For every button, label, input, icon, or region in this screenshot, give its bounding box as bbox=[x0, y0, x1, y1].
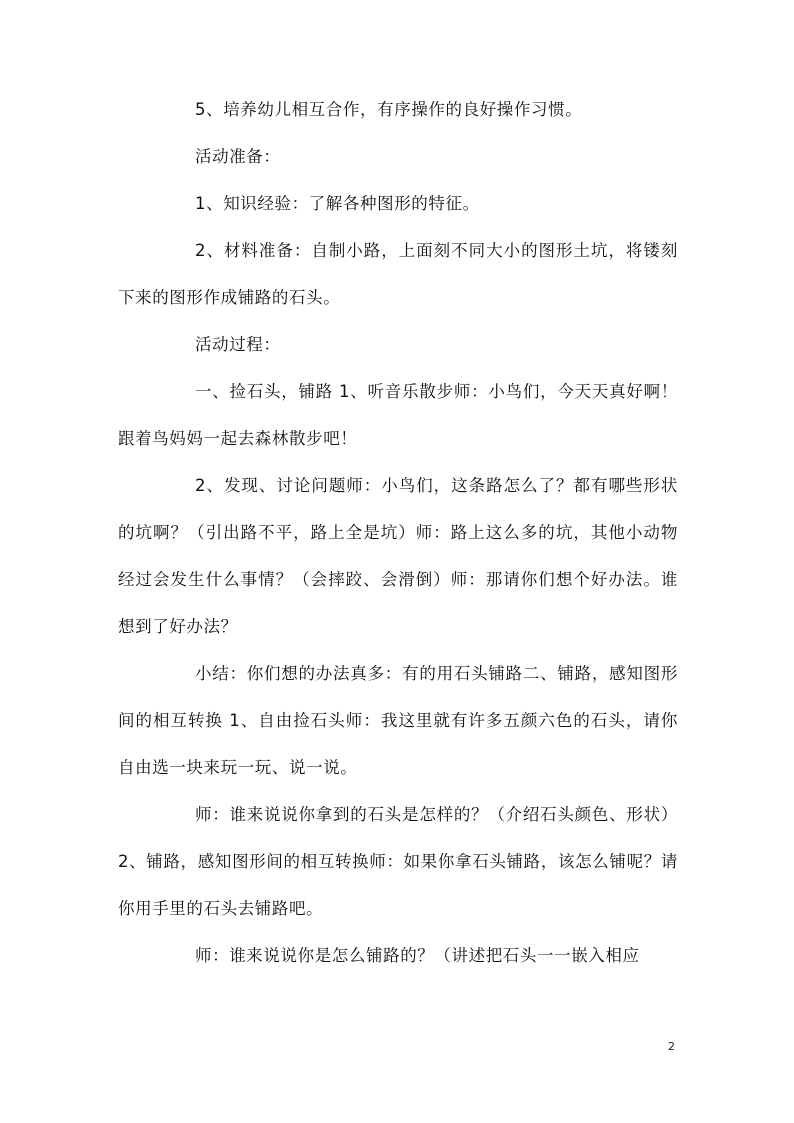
paragraph-preparation-1: 1、知识经验：了解各种图形的特征。 bbox=[195, 194, 480, 213]
paragraph-teacher-question: 师：谁来说说你拿到的石头是怎样的？（介绍石头颜色、形状）2、铺路，感知图形间的相互转换师：如果你拿石头铺路，该怎么铺呢？请你用手里的石头去铺路吧。 bbox=[118, 805, 678, 918]
page-number: 2 bbox=[668, 1040, 675, 1053]
heading-activity-preparation: 活动准备： bbox=[195, 147, 281, 166]
paragraph-process-1: 一、捡石头，铺路 1、听音乐散步师：小鸟们，今天天真好啊！跟着鸟妈妈一起去森林散步吧！ bbox=[118, 382, 678, 448]
paragraph-summary: 小结：你们想的办法真多：有的用石头铺路二、铺路，感知图形间的相互转换 1、自由捡石头师：我这里就有许多五颜六色的石头，请你自由选一块来玩一玩、说一说。 bbox=[118, 664, 678, 777]
paragraph-process-2: 2、发现、讨论问题师：小鸟们，这条路怎么了？都有哪些形状的坑啊？（引出路不平，路上全是坑）师：路上这么多的坑，其他小动物经过会发生什么事情？（会摔跤、会滑倒）师：那请你们想个好办法。谁想到了好办法？ bbox=[118, 476, 678, 636]
paragraph-teacher-paving: 师：谁来说说你是怎么铺路的？（讲述把石头一一嵌入相应 bbox=[195, 946, 640, 965]
paragraph-preparation-2: 2、材料准备：自制小路，上面刻不同大小的图形土坑，将镂刻下来的图形作成铺路的石头。 bbox=[118, 241, 678, 307]
heading-activity-process: 活动过程： bbox=[195, 335, 281, 354]
paragraph-goal-5: 5、培养幼儿相互合作，有序操作的良好操作习惯。 bbox=[195, 100, 583, 119]
